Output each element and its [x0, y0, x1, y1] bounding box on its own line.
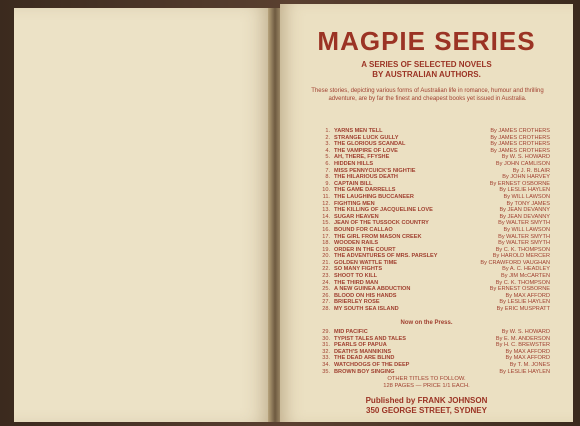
book-number: 4.: [325, 147, 330, 154]
book-number: 19.: [322, 246, 330, 253]
list-item: [320, 227, 550, 234]
book-title: THE LAUGHING BUCCANEER: [334, 193, 414, 200]
book-author: By WALTER SMYTH: [498, 220, 550, 227]
left-page: [14, 8, 272, 422]
other-titles-note: OTHER TITLES TO FOLLOW. 128 PAGES — PRICE 1/1 EACH.: [280, 376, 573, 390]
list-item: [320, 293, 550, 300]
book-author: By ERNEST OSBORNE: [489, 180, 550, 187]
book-title: ORDER IN THE COURT: [334, 246, 396, 253]
list-item: [320, 168, 550, 175]
list-item: [320, 273, 550, 280]
book-title: STRANGE LUCK GULLY: [334, 134, 399, 141]
book-title: SUGAR HEAVEN: [334, 213, 379, 220]
list-item: [320, 355, 550, 362]
book-title: THE THIRD MAN: [334, 279, 379, 286]
book-author: By TONY JAMES: [506, 200, 550, 207]
book-author: By JEAN DEVANNY: [499, 213, 550, 220]
list-item: [320, 154, 550, 161]
book-author: By A. C. HEADLEY: [502, 266, 550, 273]
book-number: 6.: [325, 160, 330, 167]
book-author: By WALTER SMYTH: [498, 233, 550, 240]
book-title: MISS PENNYCUICK'S NIGHTIE: [334, 167, 416, 174]
book-author: By LESLIE HAYLEN: [499, 299, 550, 306]
book-author: By WILL LAWSON: [503, 226, 550, 233]
book-number: 30.: [322, 335, 330, 342]
book-number: 34.: [322, 361, 330, 368]
book-author: By JAMES CROTHERS: [490, 128, 550, 134]
book-title: GOLDEN WATTLE TIME: [334, 259, 397, 266]
book-author: By HAROLD MERCER: [492, 253, 550, 260]
book-author: By JEAN DEVANNY: [499, 207, 550, 214]
book-number: 20.: [322, 253, 330, 260]
book-number: 17.: [322, 233, 330, 240]
series-intro: These stories, depicting various forms of Australian life in romance, humour and thrilling adventure, are by far the finest and cheapest books yet issued in Australia.: [311, 88, 544, 102]
book-list: [320, 128, 550, 313]
book-title: AH, THERE, FFYSHE: [334, 154, 390, 161]
series-subtitle: A SERIES OF SELECTED NOVELS BY AUSTRALIAN AUTHORS.: [361, 60, 492, 79]
book-author: By ERNEST OSBORNE: [489, 286, 550, 293]
book-author: By C. K. THOMPSON: [495, 246, 550, 253]
book-number: 28.: [322, 306, 330, 313]
book-title: SHOOT TO KILL: [334, 273, 378, 280]
book-author: By E. M. ANDERSON: [495, 335, 550, 342]
list-item: [320, 201, 550, 208]
book-number: 25.: [322, 286, 330, 293]
list-item: [320, 240, 550, 247]
book-title: THE DEAD ARE BLIND: [334, 355, 395, 362]
book-author: By JIM McCARTEN: [501, 273, 550, 280]
book-number: 35.: [322, 368, 330, 375]
book-author: By W. S. HOWARD: [501, 154, 550, 161]
book-number: 9.: [325, 180, 330, 187]
book-number: 23.: [322, 273, 330, 280]
book-author: By H. C. BREWSTER: [495, 342, 550, 349]
book-number: 1.: [325, 128, 330, 134]
book-number: 5.: [325, 154, 330, 161]
book-author: By MAX AFFORD: [505, 348, 550, 355]
book-author: By JAMES CROTHERS: [490, 147, 550, 154]
list-item: [320, 174, 550, 181]
price-line: 128 PAGES — PRICE 1/1 EACH.: [383, 383, 470, 389]
book-number: 32.: [322, 348, 330, 355]
book-author: By JAMES CROTHERS: [490, 134, 550, 141]
book-title: THE GAME DARRELLS: [334, 187, 396, 194]
list-item: [320, 306, 550, 313]
book-title: BLOOD ON HIS HANDS: [334, 292, 397, 299]
list-item: [320, 207, 550, 214]
book-title: SO MANY FIGHTS: [334, 266, 383, 273]
book-number: 7.: [325, 167, 330, 174]
book-number: 8.: [325, 174, 330, 181]
list-item: [320, 342, 550, 349]
book-title: JEAN OF THE TUSSOCK COUNTRY: [334, 220, 429, 227]
book-author: By WALTER SMYTH: [498, 240, 550, 247]
book-author: By MAX AFFORD: [505, 292, 550, 299]
book-author: By CRAWFORD VAUGHAN: [480, 259, 550, 266]
book-author: By W. S. HOWARD: [501, 329, 550, 335]
book-number: 14.: [322, 213, 330, 220]
book-number: 21.: [322, 259, 330, 266]
list-item: [320, 247, 550, 254]
book-number: 26.: [322, 292, 330, 299]
book-number: 18.: [322, 240, 330, 247]
book-title: A NEW GUINEA ABDUCTION: [334, 286, 411, 293]
list-item: [320, 234, 550, 241]
list-item: [320, 286, 550, 293]
list-item: [320, 362, 550, 369]
book-number: 10.: [322, 187, 330, 194]
list-item: [320, 187, 550, 194]
right-page: [280, 4, 573, 422]
page-title: MAGPIE SERIES: [317, 26, 536, 56]
list-item: [320, 280, 550, 287]
list-item: [320, 260, 550, 267]
list-item: [320, 369, 550, 376]
book-number: 15.: [322, 220, 330, 227]
book-title: THE GLORIOUS SCANDAL: [334, 141, 406, 148]
book-title: CAPTAIN BILL: [334, 180, 373, 187]
book-author: By J. R. BLAIR: [512, 167, 550, 174]
list-item: [320, 266, 550, 273]
book-author: By WILL LAWSON: [503, 193, 550, 200]
press-book-list: [320, 329, 550, 375]
book-title: PEARLS OF PAPUA: [334, 342, 387, 349]
book-number: 33.: [322, 355, 330, 362]
book-number: 2.: [325, 134, 330, 141]
book-title: BRIERLEY ROSE: [334, 299, 380, 306]
book-title: BOUND FOR CALLAO: [334, 226, 393, 233]
book-title: DEATH'S MANNIKINS: [334, 348, 392, 355]
book-title: WATCHDOGS OF THE DEEP: [334, 361, 410, 368]
book-author: By LESLIE HAYLEN: [499, 187, 550, 194]
book-author: By JOHN CAMLISON: [495, 160, 550, 167]
book-number: 27.: [322, 299, 330, 306]
book-title: WOODEN RAILS: [334, 240, 379, 247]
book-number: 29.: [322, 329, 330, 335]
book-number: 12.: [322, 200, 330, 207]
list-item: [320, 253, 550, 260]
list-item: [320, 349, 550, 356]
list-item: [320, 299, 550, 306]
list-item: [320, 135, 550, 142]
book-title: FIGHTING MEN: [334, 200, 375, 207]
list-item: [320, 161, 550, 168]
list-item: [320, 329, 550, 336]
book-author: By C. K. THOMPSON: [495, 279, 550, 286]
book-title: THE VAMPIRE OF LOVE: [334, 147, 398, 154]
list-item: [320, 336, 550, 343]
list-item: [320, 220, 550, 227]
book-author: By LESLIE HAYLEN: [499, 368, 550, 375]
list-item: [320, 148, 550, 155]
book-author: By MAX AFFORD: [505, 355, 550, 362]
book-title: MY SOUTH SEA ISLAND: [334, 306, 399, 313]
book-title: THE GIRL FROM MASON CREEK: [334, 233, 422, 240]
book-title: BROWN BOY SINGING: [334, 368, 395, 375]
book-number: 3.: [325, 141, 330, 148]
book-number: 22.: [322, 266, 330, 273]
list-item: [320, 214, 550, 221]
list-item: [320, 141, 550, 148]
book-number: 16.: [322, 226, 330, 233]
book-title: HIDDEN HILLS: [334, 160, 374, 167]
book-author: By JAMES CROTHERS: [490, 141, 550, 148]
book-number: 31.: [322, 342, 330, 349]
list-item: [320, 194, 550, 201]
book-number: 13.: [322, 207, 330, 214]
book-author: By ERIC MUSPRATT: [496, 306, 550, 313]
book-title: MID PACIFIC: [334, 329, 368, 335]
book-title: YARNS MEN TELL: [334, 128, 383, 134]
publisher-info: Published by FRANK JOHNSON 350 GEORGE STREET, SYDNEY: [365, 396, 488, 415]
book-number: 24.: [322, 279, 330, 286]
press-heading: Now on the Press.: [400, 320, 453, 326]
list-item: [320, 128, 550, 135]
book-title: THE KILLING OF JACQUELINE LOVE: [334, 207, 433, 214]
book-title: TYPIST TALES AND TALES: [334, 335, 406, 342]
list-item: [320, 181, 550, 188]
book-title: THE HILARIOUS DEATH: [334, 174, 398, 181]
book-author: By JOHN HARVEY: [502, 174, 550, 181]
book-number: 11.: [322, 193, 330, 200]
book-title: THE ADVENTURES OF MRS. PARSLEY: [334, 253, 438, 260]
book-author: By T. M. JONES: [509, 361, 550, 368]
